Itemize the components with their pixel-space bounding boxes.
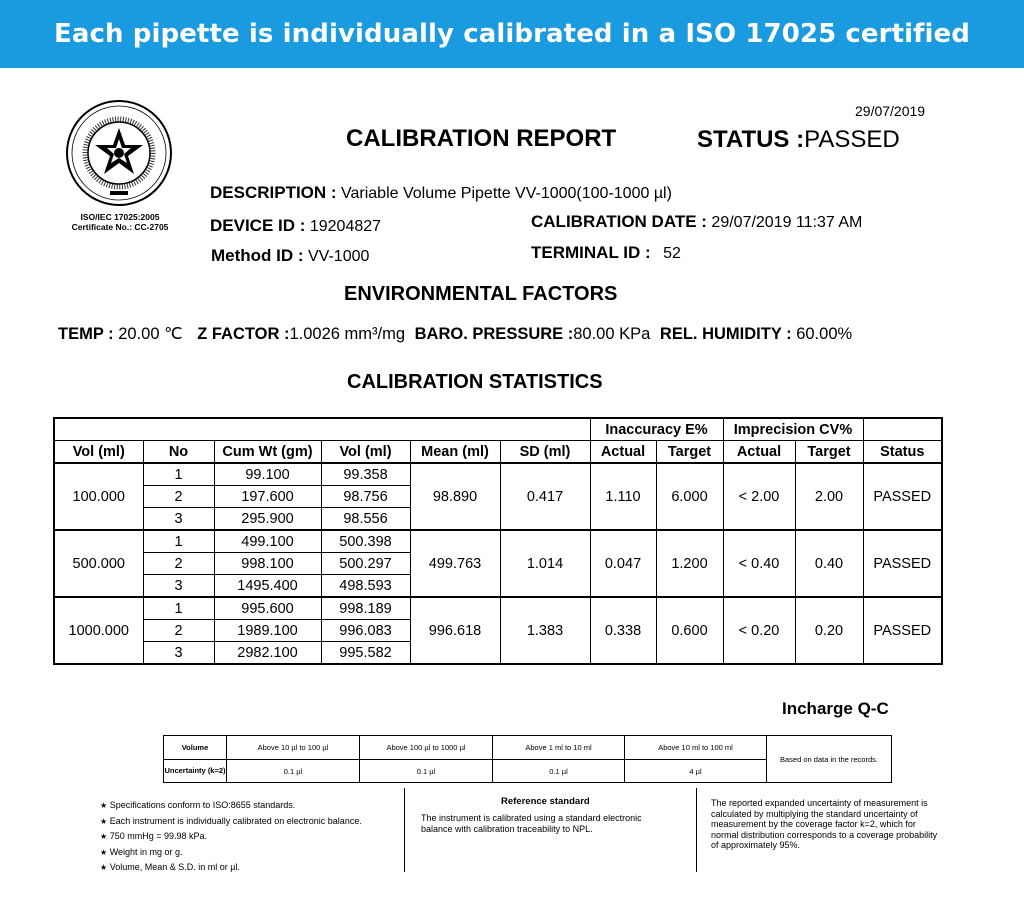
cum-wt-cell: 99.100	[214, 463, 321, 486]
vol-ml-cell: 996.083	[321, 620, 410, 642]
description-value: Variable Volume Pipette VV-1000(100-1000 µl)	[341, 185, 672, 202]
cum-wt-cell: 1495.400	[214, 575, 321, 598]
col-header: Vol (ml)	[54, 441, 143, 464]
no-cell: 3	[143, 642, 214, 665]
vol-ml-cell: 998.189	[321, 597, 410, 620]
vol-ml-cell: 98.556	[321, 508, 410, 531]
temp-label: TEMP :	[58, 325, 114, 343]
range-cell: Above 10 µl to 100 µl	[227, 736, 360, 760]
col-header: Actual	[723, 441, 795, 464]
inacc-actual-cell: 0.338	[590, 597, 656, 664]
col-header: Vol (ml)	[321, 441, 410, 464]
baro-label: BARO. PRESSURE :	[414, 325, 574, 343]
vol-cell: 1000.000	[54, 597, 143, 664]
cum-wt-cell: 995.600	[214, 597, 321, 620]
terminal-id-label: TERMINAL ID :	[531, 243, 651, 262]
seal-standard: ISO/IEC 17025:2005	[80, 212, 160, 222]
mean-cell: 499.763	[410, 530, 500, 597]
col-header: Actual	[590, 441, 656, 464]
sd-cell: 1.383	[500, 597, 590, 664]
divider	[404, 788, 405, 872]
uncertainty-table	[163, 735, 892, 783]
zfactor-label: Z FACTOR :	[197, 325, 290, 343]
divider	[696, 788, 697, 872]
col-header: SD (ml)	[500, 441, 590, 464]
report-date: 29/07/2019	[855, 103, 926, 119]
footnotes-list	[100, 798, 362, 876]
method-id-label: Method ID :	[211, 246, 304, 265]
inacc-target-cell: 0.600	[656, 597, 723, 664]
description-label: DESCRIPTION :	[210, 183, 337, 202]
col-header: Mean (ml)	[410, 441, 500, 464]
temp-value: 20.00 ℃	[118, 325, 183, 343]
vol-ml-cell: 498.593	[321, 575, 410, 598]
imp-actual-cell: < 0.20	[723, 597, 795, 664]
vol-ml-cell: 500.398	[321, 530, 410, 553]
environment-row	[58, 324, 852, 344]
status-value: PASSED	[804, 126, 900, 153]
vol-ml-cell: 500.297	[321, 553, 410, 575]
statistics-heading: CALIBRATION STATISTICS	[347, 371, 603, 393]
cum-wt-cell: 499.100	[214, 530, 321, 553]
no-cell: 3	[143, 575, 214, 598]
reference-text: The instrument is calibrated using a standard electronic balance with calibration traceability to NPL.	[421, 813, 642, 834]
calibration-date-label: CALIBRATION DATE :	[531, 212, 707, 231]
imp-target-cell: 0.20	[795, 597, 863, 664]
cum-wt-cell: 998.100	[214, 553, 321, 575]
sd-cell: 1.014	[500, 530, 590, 597]
no-cell: 1	[143, 597, 214, 620]
footnote-item: ★ Weight in mg or g.	[100, 846, 183, 857]
mean-cell: 996.618	[410, 597, 500, 664]
no-cell: 2	[143, 553, 214, 575]
range-cell: Above 10 ml to 100 ml	[625, 736, 767, 760]
cum-wt-cell: 197.600	[214, 486, 321, 508]
incharge-label: Incharge Q-C	[782, 699, 889, 718]
status-cell: PASSED	[863, 463, 942, 530]
table-row	[54, 597, 942, 620]
baro-value: 80.00 KPa	[573, 325, 651, 343]
footnote-item: ★ Each instrument is individually calibrated on electronic balance.	[100, 815, 362, 826]
calibration-date-value: 29/07/2019 11:37 AM	[711, 214, 863, 231]
col-header: Target	[656, 441, 723, 464]
vol-ml-cell: 98.756	[321, 486, 410, 508]
uncertainty-cell: 0.1 µl	[493, 760, 625, 783]
expanded-uncertainty-text: The reported expanded uncertainty of measurement is calculated by multiplying the standard uncertainty of measurement by the coverage factor k=2, which for normal distribution corresponds to a coverage probability of approximately 95%.	[711, 798, 938, 851]
col-header: Status	[863, 441, 942, 464]
uncertainty-cell: 0.1 µl	[360, 760, 493, 783]
col-header: No	[143, 441, 214, 464]
footnote-item: ★ Volume, Mean & S.D. in ml or µl.	[100, 862, 240, 873]
cum-wt-cell: 2982.100	[214, 642, 321, 665]
imp-target-cell: 2.00	[795, 463, 863, 530]
status-label: STATUS :	[697, 126, 805, 153]
uncertainty-label: Uncertainty (k=2)	[164, 760, 227, 783]
table-row	[54, 530, 942, 553]
inacc-actual-cell: 1.110	[590, 463, 656, 530]
vol-cell: 100.000	[54, 463, 143, 530]
uncertainty-cell: 4 µl	[625, 760, 767, 783]
inacc-target-cell: 6.000	[656, 463, 723, 530]
records-note: Based on data in the records.	[767, 736, 892, 783]
status-cell: PASSED	[863, 530, 942, 597]
footnote-item: ★ 750 mmHg = 99.98 kPa.	[100, 831, 207, 842]
environment-heading: ENVIRONMENTAL FACTORS	[344, 283, 618, 305]
seal-certificate: Certificate No.: CC-2705	[71, 222, 169, 232]
reference-title: Reference standard	[501, 796, 590, 807]
inacc-actual-cell: 0.047	[590, 530, 656, 597]
accreditation-seal-icon	[64, 98, 174, 208]
sd-cell: 0.417	[500, 463, 590, 530]
no-cell: 2	[143, 620, 214, 642]
imp-target-cell: 0.40	[795, 530, 863, 597]
cum-wt-cell: 295.900	[214, 508, 321, 531]
range-cell: Above 100 µl to 1000 µl	[360, 736, 493, 760]
seal-caption	[60, 212, 180, 232]
terminal-id-value: 52	[663, 245, 681, 262]
humidity-label: REL. HUMIDITY :	[659, 325, 792, 343]
imp-actual-cell: < 0.40	[723, 530, 795, 597]
humidity-value: 60.00%	[796, 325, 853, 343]
status-cell: PASSED	[863, 597, 942, 664]
cum-wt-cell: 1989.100	[214, 620, 321, 642]
device-id-value: 19204827	[309, 218, 382, 235]
mean-cell: 98.890	[410, 463, 500, 530]
vol-cell: 500.000	[54, 530, 143, 597]
no-cell: 1	[143, 530, 214, 553]
imp-actual-cell: < 2.00	[723, 463, 795, 530]
uncertainty-cell: 0.1 µl	[227, 760, 360, 783]
vol-ml-cell: 995.582	[321, 642, 410, 665]
inacc-target-cell: 1.200	[656, 530, 723, 597]
uncertainty-volume-row	[164, 736, 892, 760]
banner: Each pipette is individually calibrated in a ISO 17025 certified laboratory	[0, 0, 1024, 68]
vol-ml-cell: 99.358	[321, 463, 410, 486]
no-cell: 1	[143, 463, 214, 486]
col-header: Cum Wt (gm)	[214, 441, 321, 464]
footnote-item: ★ Specifications conform to ISO:8655 standards.	[100, 800, 296, 810]
col-header: Target	[795, 441, 863, 464]
imprecision-header: Imprecision CV%	[723, 418, 863, 441]
table-row	[54, 463, 942, 486]
volume-label: Volume	[164, 736, 227, 760]
no-cell: 2	[143, 486, 214, 508]
table-header-row	[54, 441, 942, 464]
zfactor-value: 1.0026 mm³/mg	[289, 325, 406, 343]
method-id-value: VV-1000	[308, 248, 370, 265]
device-id-label: DEVICE ID :	[210, 216, 306, 235]
no-cell: 3	[143, 508, 214, 531]
report-title: CALIBRATION REPORT	[346, 125, 617, 152]
calibration-statistics-table	[53, 417, 943, 665]
status	[697, 126, 900, 154]
inaccuracy-header: Inaccuracy E%	[590, 418, 723, 441]
range-cell: Above 1 ml to 10 ml	[493, 736, 625, 760]
